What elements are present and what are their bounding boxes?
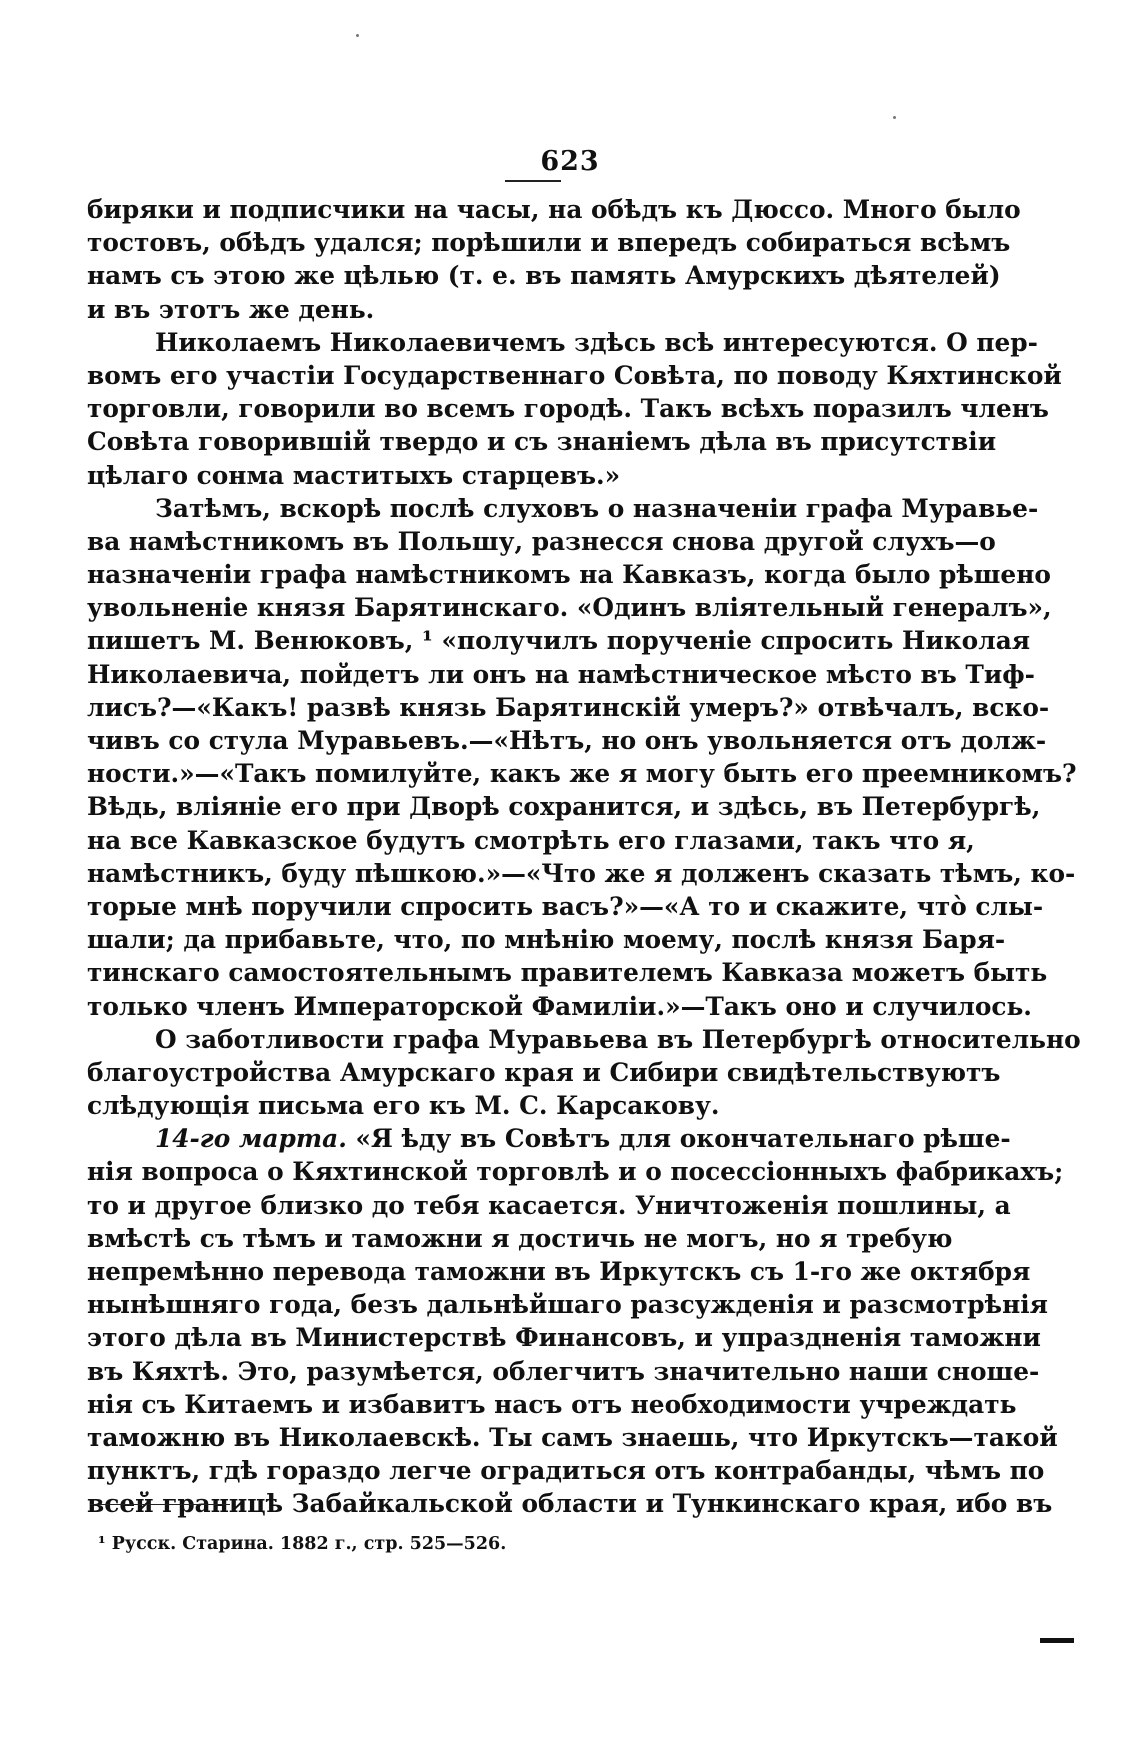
text-line: только членъ Императорской Фамиліи.»—Такъ оно и случилось.: [87, 991, 1032, 1021]
text-line: вомъ его участіи Государственнаго Совѣта, по поводу Кяхтинской: [87, 360, 1062, 390]
text-line: непремѣнно перевода таможни въ Иркутскъ съ 1-го же октября: [87, 1257, 1031, 1286]
text-line: ности.»—«Такъ помилуйте, какъ же я могу быть его преемникомъ?: [87, 759, 1077, 789]
text-line: намѣстникъ, буду пѣшкою.»—«Что же я долженъ сказать тѣмъ, ко-: [87, 858, 1076, 888]
text-line: О заботливости графа Муравьева въ Петербургѣ относительно: [155, 1024, 1081, 1054]
footnote: [98, 1534, 506, 1554]
text-line: Совѣта говорившій твердо и съ знаніемъ дѣла въ присутствіи: [87, 427, 997, 457]
scan-speck: [356, 34, 359, 37]
text-line: таможню въ Николаевскѣ. Ты самъ знаешь, что Иркутскъ—такой: [87, 1422, 1058, 1452]
text-line: благоустройства Амурскаго края и Сибири свидѣтельствуютъ: [87, 1057, 1001, 1087]
text-line: на все Кавказское будутъ смотрѣть его глазами, такъ что я,: [87, 825, 975, 855]
text-line: цѣлаго сонма маститыхъ старцевъ.»: [87, 460, 621, 490]
text-line: пишетъ М. Венюковъ, ¹ «получилъ порученіе спросить Николая: [87, 626, 1031, 656]
text-line: слѣдующія письма его къ М. С. Карсакову.: [87, 1091, 720, 1121]
page-number-underline: [505, 180, 561, 182]
text-line: торговли, говорили во всемъ городѣ. Такъ всѣхъ поразилъ членъ: [87, 394, 1049, 424]
text-line: тинскаго самостоятельнымъ правителемъ Кавказа можетъ быть: [87, 958, 1048, 988]
text-line: [87, 1122, 1011, 1155]
text-line: торые мнѣ поручили спросить васъ?»—«А то и скажите, что̀ слы-: [87, 891, 1044, 921]
text-line: вмѣстѣ съ тѣмъ и таможни я достичь не могъ, но я требую: [87, 1223, 953, 1253]
text-line: биряки и подписчики на часы, на обѣдъ къ Дюссо. Много было: [87, 195, 1021, 224]
text-line: и въ этотъ же день.: [87, 294, 375, 324]
text-line: назначеніи графа намѣстникомъ на Кавказъ, когда было рѣшено: [87, 560, 1051, 590]
letter-first-line: «Я ѣду въ Совѣтъ для окончательнаго рѣше-: [346, 1124, 1011, 1154]
text-line: нынѣшняго года, безъ дальнѣйшаго разсужденія и разсмотрѣнія: [87, 1290, 1048, 1320]
text-line: шали; да прибавьте, что, по мнѣнію моему, послѣ князя Баря-: [87, 925, 1006, 955]
text-line: намъ съ этою же цѣлью (т. е. въ память Амурскихъ дѣятелей): [87, 261, 1001, 291]
text-line: ва намѣстникомъ въ Польшу, разнесся снова другой слухъ—о: [87, 526, 996, 556]
text-line: этого дѣла въ Министерствѣ Финансовъ, и упраздненія таможни: [87, 1323, 1041, 1353]
text-line: пунктъ, гдѣ гораздо легче оградиться отъ контрабанды, чѣмъ по: [87, 1456, 1045, 1486]
text-line: лисъ?—«Какъ! развѣ князь Барятинскій умеръ?» отвѣчалъ, вско-: [87, 692, 1050, 722]
scan-mark: [1040, 1638, 1074, 1643]
scan-speck: [893, 116, 896, 119]
text-line: тостовъ, обѣдъ удался; порѣшили и впередъ собираться всѣмъ: [87, 228, 1011, 258]
letter-date: 14-го марта.: [155, 1124, 347, 1154]
body-text: [87, 193, 1081, 1521]
text-line: Николаемъ Николаевичемъ здѣсь всѣ интересуются. О пер-: [155, 327, 1038, 357]
footnote-marker: ¹: [98, 1534, 106, 1554]
text-line: всей границѣ Забайкальской области и Тункинскаго края, ибо въ: [87, 1489, 1053, 1519]
footnote-text: Русск. Старина. 1882 г., стр. 525—526.: [111, 1534, 507, 1554]
text-line: то и другое близко до тебя касается. Уничтоженія пошлины, а: [87, 1190, 1011, 1220]
text-line: въ Кяхтѣ. Это, разумѣется, облегчитъ значительно наши сноше-: [87, 1356, 1040, 1386]
text-line: Николаевича, пойдетъ ли онъ на намѣстническое мѣсто въ Тиф-: [87, 659, 1035, 689]
text-line: чивъ со стула Муравьевъ.—«Нѣтъ, но онъ увольняется отъ долж-: [87, 726, 1047, 755]
text-line: нія съ Китаемъ и избавитъ насъ отъ необходимости учреждать: [87, 1389, 1017, 1419]
text-line: Затѣмъ, вскорѣ послѣ слуховъ о назначеніи графа Муравье-: [155, 493, 1039, 523]
text-line: увольненіе князя Барятинскаго. «Одинъ вліятельный генералъ»,: [87, 593, 1052, 623]
text-line: Вѣдь, вліяніе его при Дворѣ сохранится, и здѣсь, въ Петербургѣ,: [87, 792, 1041, 822]
text-line: нія вопроса о Кяхтинской торговлѣ и о посессіонныхъ фабрикахъ;: [87, 1157, 1064, 1187]
page-number: 623: [540, 146, 600, 177]
footnote-divider: [90, 1504, 230, 1505]
